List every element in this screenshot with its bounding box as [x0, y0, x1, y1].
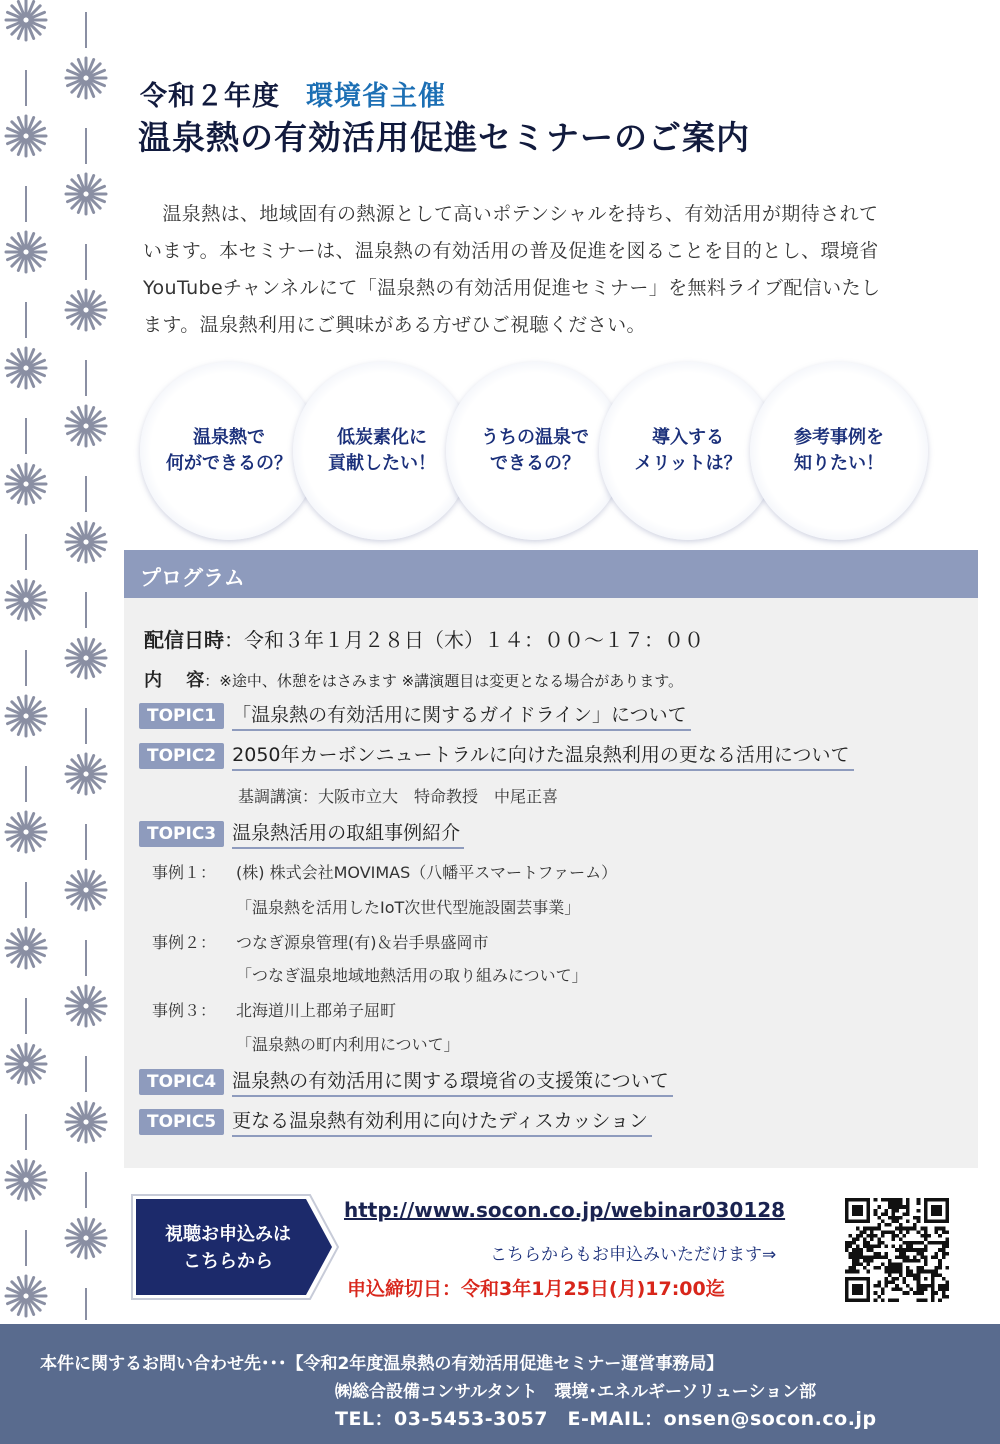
contact-company: ㈱総合設備コンサルタント 環境･エネルギーソリューション部	[335, 1382, 817, 1402]
datetime-label: 配信日時	[144, 628, 224, 652]
firework-ornament	[66, 406, 106, 446]
apply-button[interactable]	[130, 1193, 342, 1301]
contact-footer	[0, 1324, 1000, 1444]
qr-code-icon[interactable]	[845, 1198, 949, 1302]
topic-title: 2050年カーボンニュートラルに向けた温泉熱利用の更なる活用について	[232, 740, 853, 771]
content-value: ：※途中、休憩をはさみます ※講演題目は変更となる場合があります。	[204, 672, 683, 690]
firework-ornament	[6, 1276, 46, 1316]
firework-ornament	[66, 638, 106, 678]
case-3-subject: 「温泉熱の町内利用について」	[236, 1035, 460, 1054]
page-title: 温泉熱の有効活用促進セミナーのご案内	[138, 118, 750, 157]
firework-ornament	[6, 812, 46, 852]
webinar-url-link[interactable]: http://www.socon.co.jp/webinar030128	[344, 1198, 786, 1222]
firework-ornament	[66, 870, 106, 910]
case-2-label: 事例２：	[152, 933, 217, 952]
topic-badge: TOPIC5	[139, 1109, 224, 1135]
firework-ornament	[66, 1102, 106, 1142]
topic-3	[139, 818, 464, 849]
bubble-text: 導入する メリットは？	[634, 427, 742, 474]
program-section	[124, 550, 978, 1168]
firework-ornament	[66, 58, 106, 98]
content-row	[144, 666, 683, 692]
bubble-text: 低炭素化に 貢献したい！	[328, 427, 436, 474]
datetime-value: ：令和３年１月２８日（木）１４：００～１７：００	[224, 628, 704, 652]
topic-2	[139, 740, 854, 771]
firework-ornament	[6, 232, 46, 272]
contact-heading: 本件に関するお問い合わせ先･･･【令和2年度温泉熱の有効活用促進セミナー運営事務局】	[40, 1354, 724, 1374]
case-1-subject: 「温泉熱を活用したIoT次世代型施設園芸事業」	[236, 898, 581, 917]
also-apply-here-text: こちらからもお申込みいただけます⇒	[490, 1245, 777, 1265]
topic-title: 温泉熱活用の取組事例紹介	[232, 818, 464, 849]
intro-line: ます。温泉熱利用にご興味がある方ぜひご視聴ください。	[143, 314, 646, 336]
header-year-line	[140, 74, 446, 113]
topic-badge: TOPIC2	[139, 743, 224, 769]
case-1-label: 事例１：	[152, 863, 217, 882]
firework-ornament	[66, 290, 106, 330]
organizer: 環境省主催	[306, 81, 446, 112]
topic-title: 温泉熱の有効活用に関する環境省の支援策について	[232, 1066, 673, 1097]
bubble-text: うちの温泉で できるの？	[481, 427, 589, 474]
firework-ornament	[66, 1218, 106, 1258]
topic-badge: TOPIC4	[139, 1069, 224, 1095]
case-3-label: 事例３：	[152, 1001, 217, 1020]
firework-ornament	[6, 464, 46, 504]
question-bubbles	[140, 362, 930, 540]
firework-ornament	[66, 522, 106, 562]
topic-1	[139, 700, 691, 731]
program-heading: プログラム	[124, 550, 978, 598]
question-bubble	[140, 362, 318, 540]
decorative-firework-border	[0, 0, 118, 1320]
intro-line: YouTubeチャンネルにて「温泉熱の有効活用促進セミナー」を無料ライブ配信いたし	[143, 277, 881, 299]
firework-ornament	[6, 0, 46, 40]
question-bubble	[750, 362, 928, 540]
firework-ornament	[6, 116, 46, 156]
datetime-row	[144, 624, 704, 653]
bubble-text: 参考事例を 知りたい！	[794, 427, 884, 474]
question-bubble	[293, 362, 471, 540]
application-deadline: 申込締切日：令和3年1月25日(月)17:00迄	[347, 1278, 725, 1300]
topic-title: 更なる温泉熱有効利用に向けたディスカッション	[232, 1106, 652, 1137]
firework-ornament	[66, 754, 106, 794]
bubble-text: 温泉熱で 何ができるの？	[166, 427, 292, 474]
firework-ornament	[6, 348, 46, 388]
firework-ornament	[66, 174, 106, 214]
fiscal-year: 令和２年度	[140, 81, 280, 112]
content-label: 内 容	[144, 670, 205, 691]
case-1-org: (株) 株式会社MOVIMAS（八幡平スマートファーム）	[236, 863, 618, 882]
firework-ornament	[66, 986, 106, 1026]
contact-tel-email: TEL：03-5453-3057 E-MAIL：onsen@socon.co.jp	[335, 1408, 877, 1430]
intro-line: 温泉熱は、地域固有の熱源として高いポテンシャルを持ち、有効活用が期待されて	[143, 203, 879, 225]
case-2-subject: 「つなぎ温泉地域地熱活用の取り組みについて」	[236, 966, 588, 985]
firework-ornament	[6, 696, 46, 736]
question-bubble	[446, 362, 624, 540]
case-2-org: つなぎ源泉管理(有)＆岩手県盛岡市	[236, 933, 489, 952]
firework-ornament	[6, 1160, 46, 1200]
topic-4	[139, 1066, 673, 1097]
firework-ornament	[6, 580, 46, 620]
topic-badge: TOPIC3	[139, 821, 224, 847]
firework-ornament	[6, 928, 46, 968]
intro-line: います。本セミナーは、温泉熱の有効活用の普及促進を図ることを目的とし、環境省	[143, 240, 879, 262]
topic-title: 「温泉熱の有効活用に関するガイドライン」について	[232, 700, 690, 731]
intro-paragraph	[143, 196, 923, 344]
keynote: 基調講演：大阪市立大 特命教授 中尾正喜	[238, 787, 559, 806]
topic-5	[139, 1106, 652, 1137]
apply-button-label: 視聴お申込みは こちらから	[165, 1224, 291, 1272]
case-3-org: 北海道川上郡弟子屈町	[236, 1001, 397, 1020]
firework-ornament	[6, 1044, 46, 1084]
topic-badge: TOPIC1	[139, 703, 224, 729]
